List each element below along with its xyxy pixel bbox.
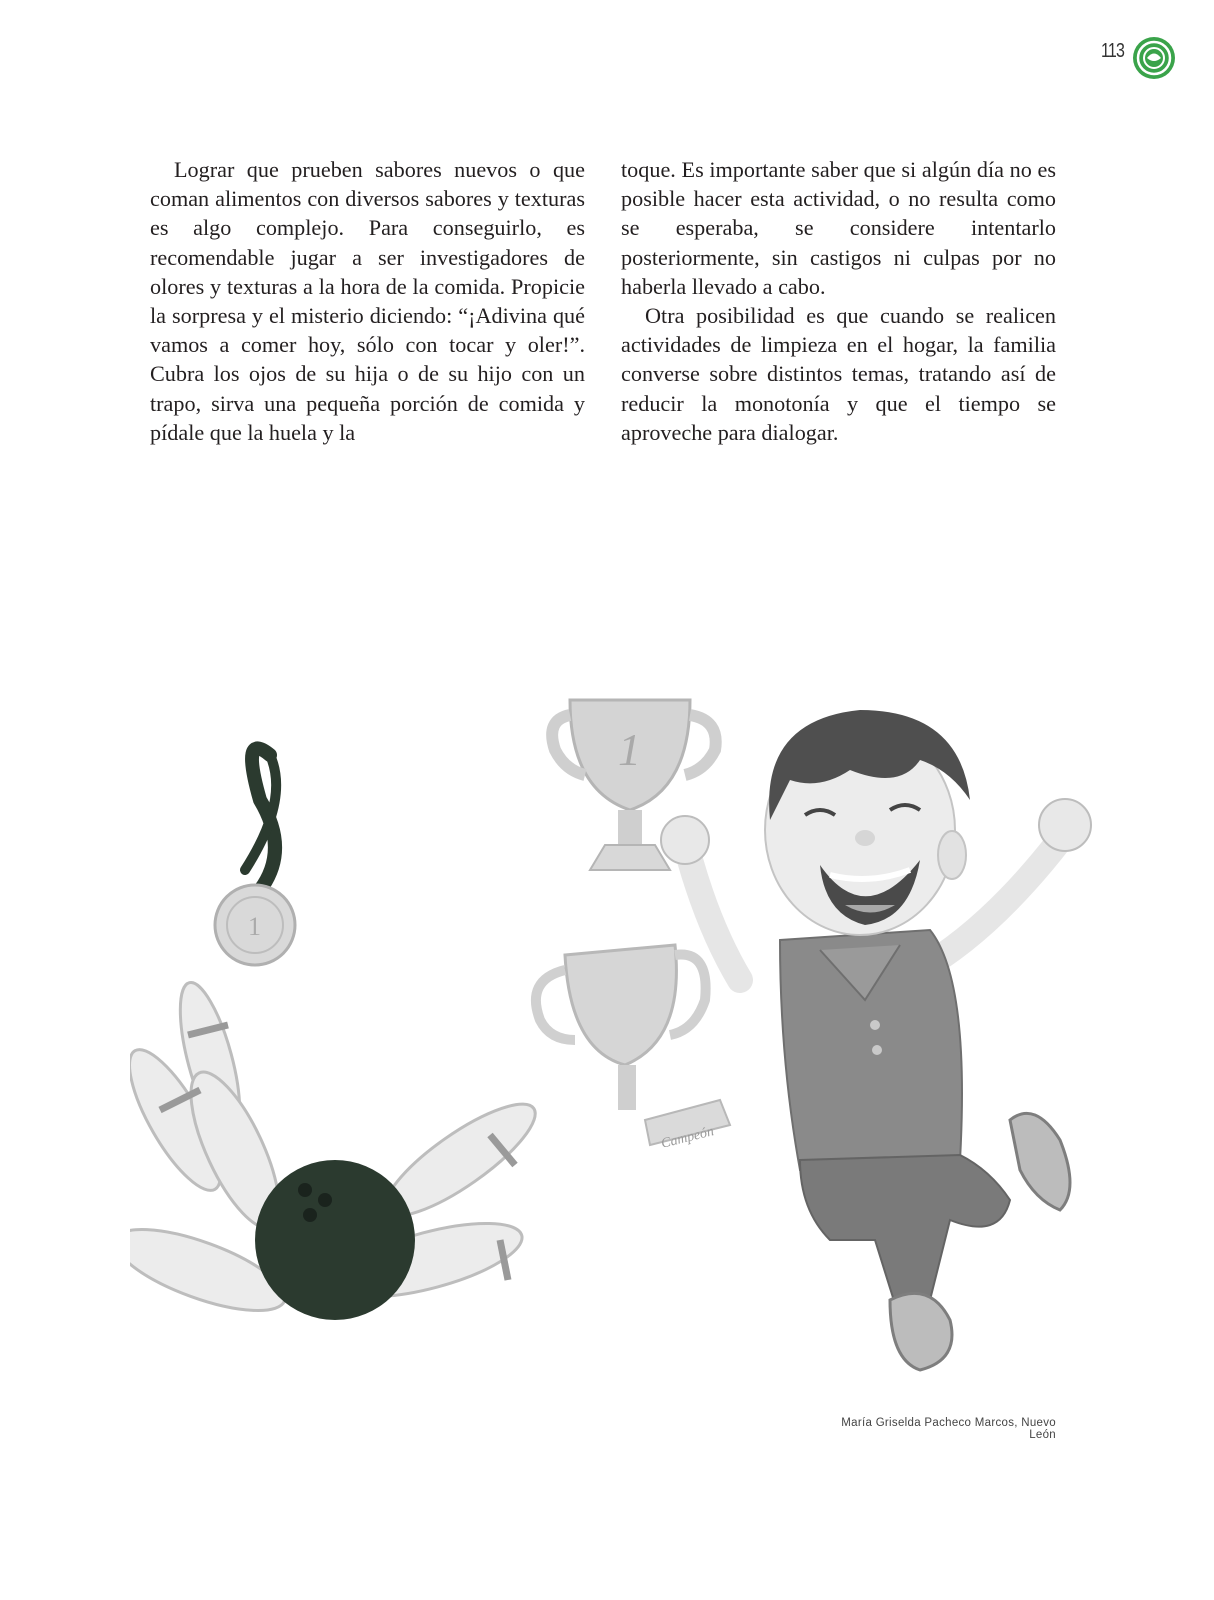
paragraph: Lograr que prueben sabores nuevos o que coman alimentos con diversos sabores y texturas es algo complejo. Para conseguirlo, es recomendable jugar a ser investigadores de olores y texturas a la hora de la comida. Propicie la sorpresa y el misterio diciendo: “¡Adivina qué vamos a comer hoy, sólo con tocar y oler!”. Cubra los ojos de su hija o de su hijo con un trapo, sirva una pequeña porción de comida y pídale que la huela y la	[150, 157, 585, 445]
medal-icon	[215, 748, 295, 965]
trophy-label: Campeón	[659, 1124, 716, 1152]
page-number: 113	[1101, 40, 1125, 62]
bowling-ball-icon	[255, 1160, 415, 1320]
boy-jumping-icon	[661, 710, 1091, 1370]
text-column-left	[150, 155, 585, 447]
text-column-right	[621, 155, 1056, 447]
champion-trophy-icon	[536, 945, 730, 1152]
paragraph: Otra posibilidad es que cuando se realicen actividades de limpieza en el hogar, la familia converse sobre distintos temas, tratando así de reducir la monotonía y que el tiempo se aproveche para dialogar.	[621, 303, 1056, 445]
illustration-credit: María Griselda Pacheco Marcos, Nuevo León	[841, 1417, 1056, 1441]
medal-number: 1	[248, 912, 261, 941]
illustration-boy-celebrating	[130, 680, 1130, 1400]
green-circular-emblem-icon	[1132, 36, 1176, 80]
trophy-number: 1	[618, 724, 641, 775]
paragraph: toque. Es importante saber que si algún día no es posible hacer esta actividad, o no resulta como se esperaba, se considere intentarlo posteriormente, sin castigos ni culpas por no haberla llevado a cabo.	[621, 157, 1056, 299]
